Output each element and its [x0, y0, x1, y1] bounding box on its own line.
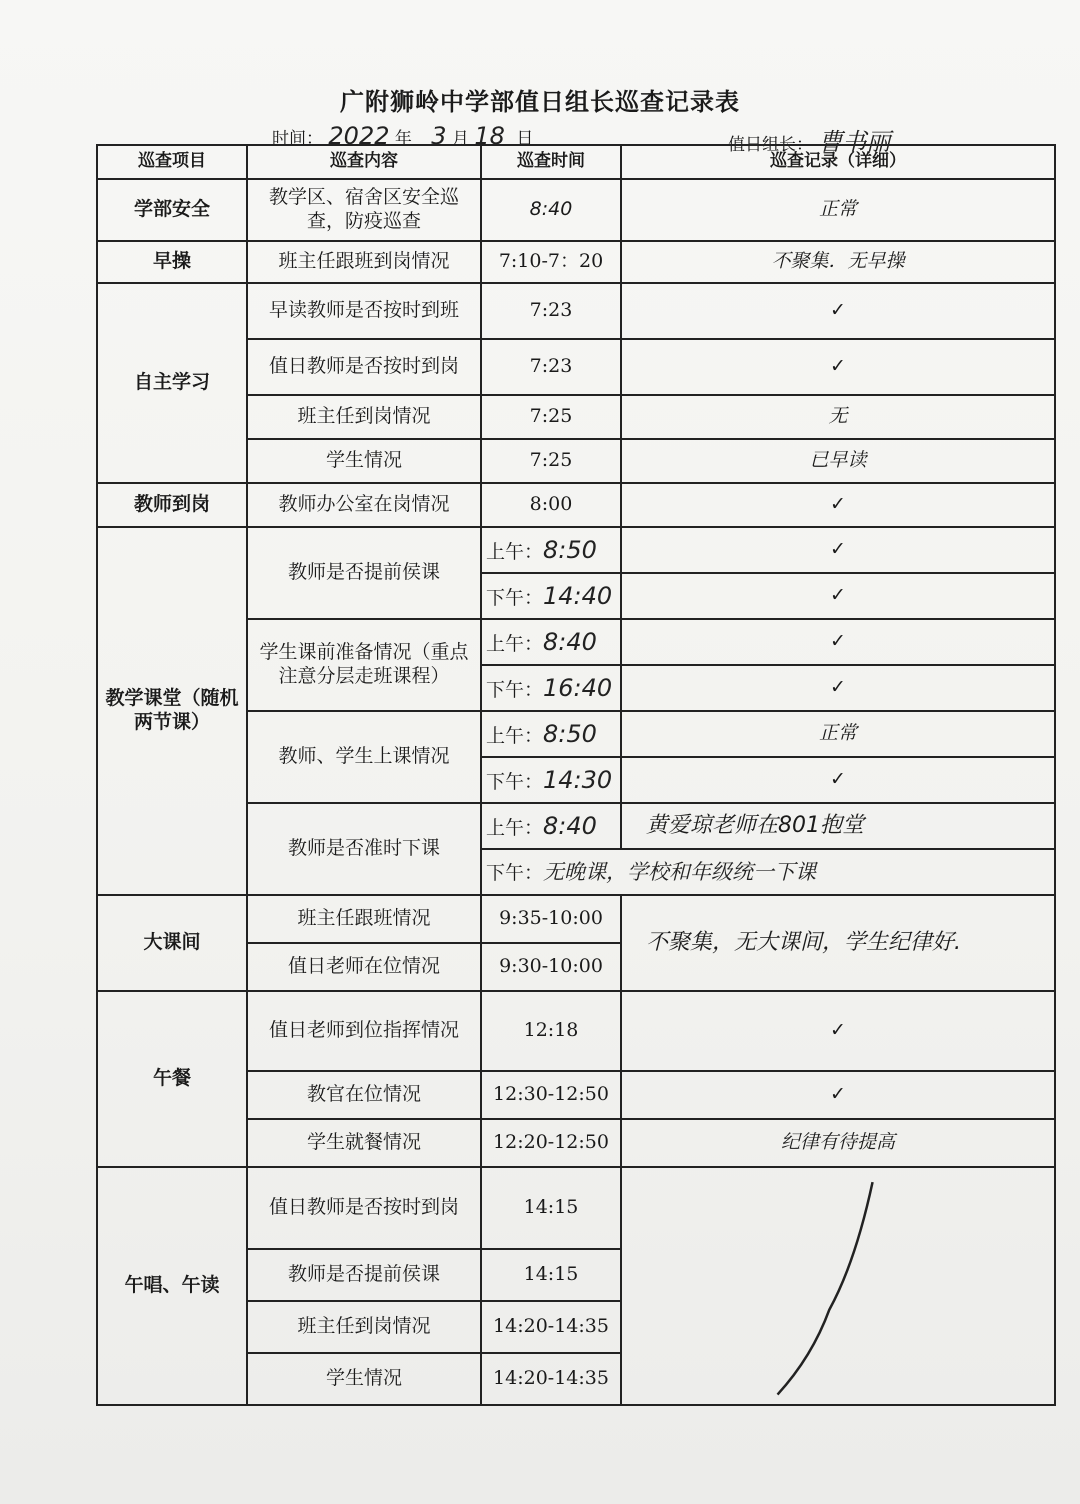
content-cell: 班主任跟班情况: [247, 895, 481, 943]
time-cell-am: [481, 619, 621, 665]
record-cell: 不聚集．无早操: [621, 241, 1055, 283]
content-cell: 班主任跟班到岗情况: [247, 241, 481, 283]
header-item: 巡查项目: [97, 145, 247, 179]
category-teacher: 教师到岗: [97, 483, 247, 527]
form-title: 广附狮岭中学部值日组长巡查记录表: [340, 88, 740, 116]
record-cell: 纪律有待提高: [621, 1119, 1055, 1167]
category-study: 自主学习: [97, 283, 247, 483]
category-lunch: 午餐: [97, 991, 247, 1167]
table-row: [97, 527, 1055, 573]
table-row: [97, 179, 1055, 241]
time-cell: 7:25: [481, 395, 621, 439]
time-cell-pm: [481, 665, 621, 711]
header-time: 巡查时间: [481, 145, 621, 179]
content-cell: 教师是否提前侯课: [247, 527, 481, 619]
leader-label: 值日组长：: [728, 135, 813, 155]
content-cell: 值日教师是否按时到岗: [247, 339, 481, 395]
time-cell: 14:20-14:35: [481, 1301, 621, 1353]
content-cell: 教师办公室在岗情况: [247, 483, 481, 527]
content-cell: 教官在位情况: [247, 1071, 481, 1119]
slash-mark: [622, 1168, 1054, 1404]
time-cell: 14:15: [481, 1249, 621, 1301]
time-cell: 12:20-12:50: [481, 1119, 621, 1167]
date-day: 18: [474, 122, 505, 150]
category-noon: 午唱、午读: [97, 1167, 247, 1405]
am-time: 8:50: [543, 720, 597, 748]
am-label: 上午：: [486, 725, 544, 747]
header-row: [97, 145, 1055, 179]
check-mark: ✓: [621, 1071, 1055, 1119]
content-cell: 班主任到岗情况: [247, 1301, 481, 1353]
table-row: [97, 241, 1055, 283]
content-cell: 早读教师是否按时到班: [247, 283, 481, 339]
time-cell: 9:35-10:00: [481, 895, 621, 943]
inspection-table: [96, 144, 1056, 1406]
check-mark: ✓: [621, 573, 1055, 619]
date-year-unit: 年: [394, 129, 412, 149]
content-cell: 教师是否准时下课: [247, 803, 481, 895]
category-safety: 学部安全: [97, 179, 247, 241]
record-cell: 正常: [621, 179, 1055, 241]
time-cell: 7:23: [481, 283, 621, 339]
am-time: 8:50: [543, 536, 597, 564]
table-row: [97, 1167, 1055, 1249]
time-cell: 8:00: [481, 483, 621, 527]
pm-time: 14:30: [543, 766, 613, 794]
check-mark: ✓: [621, 483, 1055, 527]
content-cell: 班主任到岗情况: [247, 395, 481, 439]
content-cell: 值日教师是否按时到岗: [247, 1167, 481, 1249]
time-cell: 12:30-12:50: [481, 1071, 621, 1119]
category-break: 大课间: [97, 895, 247, 991]
content-cell: 教学区、宿舍区安全巡查，防疫巡查: [247, 179, 481, 241]
record-cell: 黄爱琼老师在801抱堂: [621, 803, 1055, 849]
content-cell: 学生情况: [247, 439, 481, 483]
time-cell: 7:23: [481, 339, 621, 395]
check-mark: ✓: [621, 283, 1055, 339]
content-cell: 学生情况: [247, 1353, 481, 1405]
am-time: 8:40: [543, 628, 597, 656]
content-cell: 值日老师在位情况: [247, 943, 481, 991]
time-cell: 12:18: [481, 991, 621, 1071]
time-cell-pm: [481, 849, 1055, 895]
pm-label: 下午：: [486, 587, 544, 609]
table-row: [97, 483, 1055, 527]
leader-name: 曹书丽: [818, 128, 891, 156]
record-cell: 不聚集，无大课间，学生纪律好.: [621, 895, 1055, 991]
pm-time: 16:40: [543, 674, 613, 702]
time-cell-pm: [481, 573, 621, 619]
category-classroom: 教学课堂（随机两节课）: [97, 527, 247, 895]
content-cell: 值日老师到位指挥情况: [247, 991, 481, 1071]
check-mark: ✓: [621, 619, 1055, 665]
check-mark: ✓: [621, 339, 1055, 395]
am-label: 上午：: [486, 817, 544, 839]
time-cell: 9:30-10:00: [481, 943, 621, 991]
content-cell: 学生课前准备情况（重点注意分层走班课程）: [247, 619, 481, 711]
pm-label: 下午：: [486, 861, 544, 884]
time-cell: 14:20-14:35: [481, 1353, 621, 1405]
date-month-unit: 月: [451, 129, 469, 149]
content-cell: 教师是否提前侯课: [247, 1249, 481, 1301]
time-cell-am: [481, 527, 621, 573]
pm-label: 下午：: [486, 679, 544, 701]
time-cell: 8:40: [481, 179, 621, 241]
check-mark: ✓: [621, 991, 1055, 1071]
pm-label: 下午：: [486, 771, 544, 793]
pm-record: 无晚课，学校和年级统一下课: [543, 859, 817, 884]
table-row: [97, 283, 1055, 339]
time-cell-pm: [481, 757, 621, 803]
header-content: 巡查内容: [247, 145, 481, 179]
am-label: 上午：: [486, 541, 544, 563]
date-label: 时间：: [272, 129, 323, 149]
content-cell: 学生就餐情况: [247, 1119, 481, 1167]
date-month: 3: [431, 122, 447, 150]
time-cell: 7:10-7：20: [481, 241, 621, 283]
time-cell-am: [481, 803, 621, 849]
category-exercise: 早操: [97, 241, 247, 283]
slash-mark-cell: [621, 1167, 1055, 1405]
record-cell: 已早读: [621, 439, 1055, 483]
time-cell-am: [481, 711, 621, 757]
date-year: 2022: [328, 122, 390, 150]
check-mark: ✓: [621, 527, 1055, 573]
header-record: 巡查记录（详细）: [621, 145, 1055, 179]
date-day-unit: 日: [516, 129, 534, 149]
am-label: 上午：: [486, 633, 544, 655]
time-cell: 7:25: [481, 439, 621, 483]
table-row: [97, 991, 1055, 1071]
table-row: [97, 895, 1055, 943]
check-mark: ✓: [621, 757, 1055, 803]
record-cell: 无: [621, 395, 1055, 439]
record-cell: 正常: [621, 711, 1055, 757]
check-mark: ✓: [621, 665, 1055, 711]
time-cell: 14:15: [481, 1167, 621, 1249]
pm-time: 14:40: [543, 582, 613, 610]
am-time: 8:40: [543, 812, 597, 840]
content-cell: 教师、学生上课情况: [247, 711, 481, 803]
